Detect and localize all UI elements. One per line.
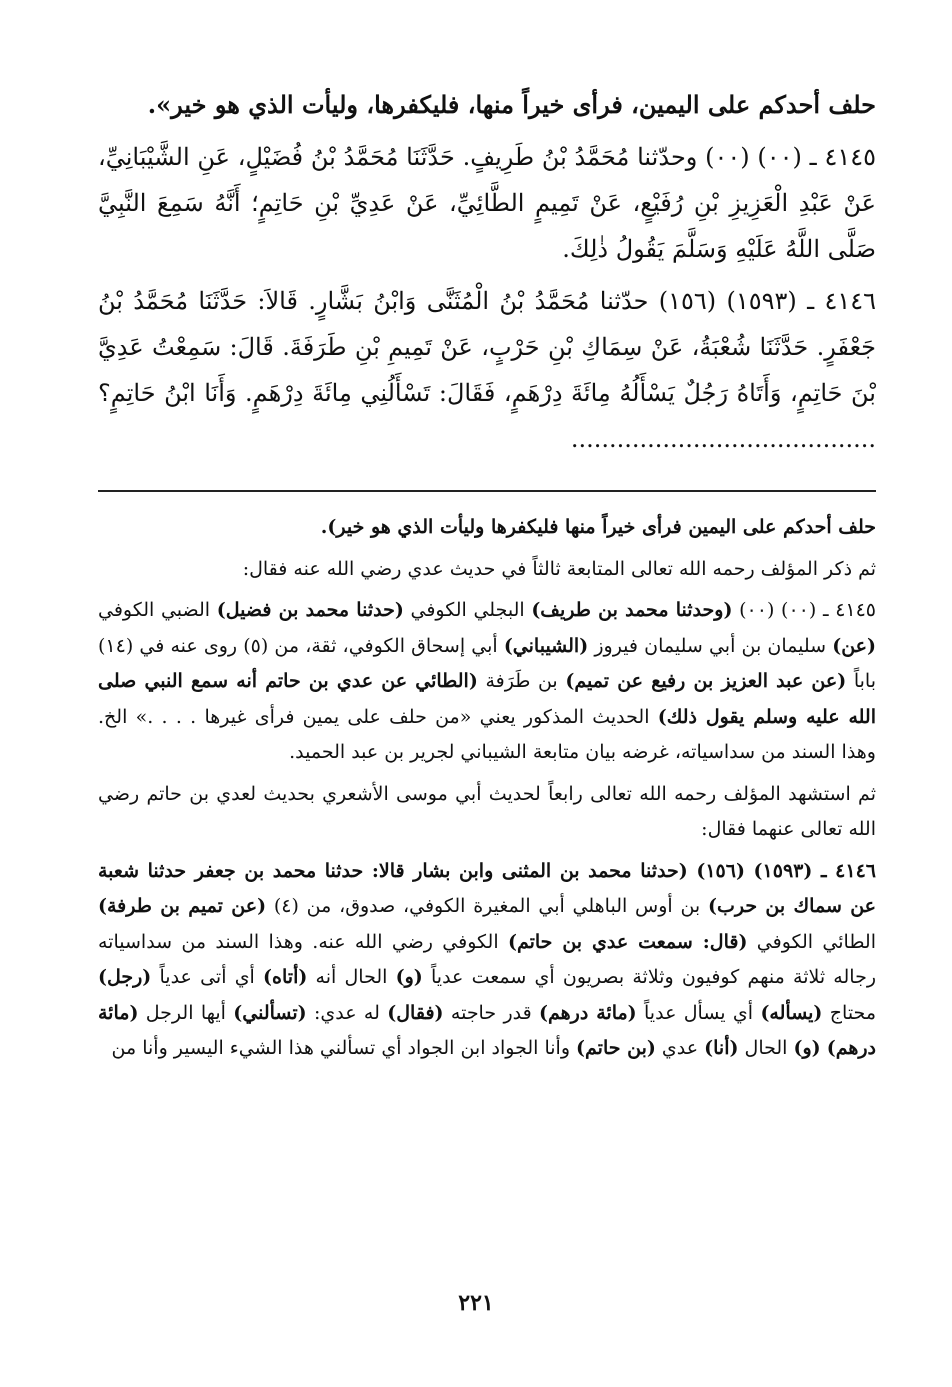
hadith-4145: ٤١٤٥ ـ (٠٠) (٠٠) وحدّثنا مُحَمَّدُ بْنُ طَرِيفٍ. حَدَّثَنَا مُحَمَّدُ بْنُ فُضَيْلٍ، عَنِ الشَّيْبَانِيِّ، عَنْ عَبْدِ الْعَزِيزِ بْنِ رُفَيْعٍ، عَنْ تَمِيمٍ الطَّائِيِّ، عَنْ عَدِيِّ بْنِ حَاتِمٍ؛ أَنَّهُ سَمِعَ النَّبِيَّ صَلَّى اللَّهُ عَلَيْهِ وَسَلَّمَ يَقُولُ ذٰلِكَ. — [98, 143, 876, 263]
text-segment: محتاج — [822, 1001, 876, 1024]
commentary-section — [98, 510, 876, 1067]
text-segment: أيها الرجل — [138, 1001, 234, 1024]
bold-segment: (عن عبد العزيز بن رفيع عن تميم) — [565, 670, 847, 692]
bold-segment: (عن تميم بن طرفة) — [98, 895, 267, 917]
text-segment: الحال — [738, 1037, 794, 1059]
bold-segment: (تسألني) — [233, 1001, 307, 1024]
bold-segment: ٤١٤٦ ـ (١٥٩٣) (١٥٦) (حدثنا محمد بن المثنى وابن بشار قالا: حدثنا محمد بن جعفر حدثنا شعبة عن سماك بن حرب) — [98, 859, 877, 917]
bold-segment: (عن) — [832, 634, 876, 657]
bold-segment: (و) — [395, 966, 423, 988]
bold-segment: (أتاه) — [263, 966, 308, 988]
text-segment: قدر حاجته — [443, 1001, 540, 1024]
text-segment: سليمان بن أبي سليمان فيروز — [588, 634, 833, 657]
commentary-paragraph-5 — [98, 854, 876, 1067]
text-segment: الكوفي رضي الله عنه. وهذا السند من سداسياته رجاله ثلاثة منهم كوفيون وثلاثة بصريون أي سمعت عدياً — [98, 930, 876, 988]
bold-segment: (مائة درهم) — [539, 1001, 637, 1024]
text-segment: الحديث المذكور يعني «من حلف على يمين فرأى غيرها . . . .» الخ. وهذا السند من سداسياته، غرضه بيان متابعة الشيباني لجرير بن عبد الحميد. — [98, 705, 876, 763]
text-segment: له عدي: — [306, 1001, 388, 1024]
bold-segment: (وحدثنا محمد بن طريف) — [531, 599, 733, 621]
commentary-paragraph-3 — [98, 593, 876, 771]
hadith-4146: ٤١٤٦ ـ (١٥٩٣) (١٥٦) حدّثنا مُحَمَّدُ بْنُ الْمُثَنَّى وَابْنُ بَشَّارٍ. قَالاَ: حَدَّثَنَا مُحَمَّدُ بْنُ جَعْفَرٍ. حَدَّثَنَا شُعْبَةُ، عَنْ سِمَاكِ بْنِ حَرْبٍ، عَنْ تَمِيمِ بْنِ طَرَفَةَ. قَالَ: سَمِعْتُ عَدِيَّ بْنَ حَاتِمٍ، وَأَتَاهُ رَجُلٌ يَسْأَلُهُ مِائَةَ دِرْهَمٍ، فَقَالَ: تَسْأَلُنِي مِائَةَ دِرْهَمٍ. وَأَنَا ابْنُ حَاتِمٍ؟ ........................................ — [98, 287, 876, 453]
commentary-intro: حلف أحدكم على اليمين فرأى خيراً منها فليكفرها وليأت الذي هو خير). — [320, 516, 876, 538]
text-segment: الحال أنه — [307, 966, 396, 988]
text-segment: أي أتى عدياً — [151, 966, 264, 988]
bold-segment: (فقال) — [387, 1001, 444, 1024]
bold-segment: (الشيباني) — [503, 634, 589, 657]
bold-segment: (الطائي عن عدي بن حاتم أنه سمع النبي صلى الله عليه وسلم يقول ذلك) — [98, 670, 876, 728]
commentary-paragraph-4: ثم استشهد المؤلف رحمه الله تعالى رابعاً لحديث أبي موسى الأشعري بحديث لعدي بن حاتم رضي الله تعالى عنهما فقال: — [98, 782, 876, 840]
text-segment: الطائي الكوفي — [747, 930, 876, 953]
text-segment: ٤١٤٥ ـ (٠٠) (٠٠) — [732, 599, 877, 621]
text-segment: الضبي الكوفي — [98, 599, 217, 621]
hadith-continuation: حلف أحدكم على اليمين، فرأى خيراً منها، فليكفرها، وليأت الذي هو خير». — [147, 90, 876, 119]
section-divider — [98, 490, 876, 492]
bold-segment: (يسأله) — [760, 1001, 823, 1024]
bold-segment: (حدثنا محمد بن فضيل) — [216, 599, 404, 621]
bold-segment: (قال: سمعت عدي بن حاتم) — [507, 930, 748, 953]
bold-segment: (أنا) — [704, 1037, 739, 1059]
bold-segment: (و) — [793, 1037, 821, 1059]
text-segment: بن أوس الباهلي أبي المغيرة الكوفي، صدوق، من (٤) — [266, 895, 708, 917]
commentary-paragraph-2: ثم ذكر المؤلف رحمه الله تعالى المتابعة ثالثاً في حديث عدي رضي الله عنه فقال: — [242, 557, 876, 580]
page-number: ٢٢١ — [458, 1290, 494, 1316]
text-segment: أبي إسحاق الكوفي، ثقة، من (٥) روى عنه في (١٤) باباً — [98, 634, 877, 692]
hadith-text-section — [98, 82, 876, 462]
bold-segment: (بن حاتم) — [576, 1037, 656, 1059]
text-segment: البجلي الكوفي — [403, 599, 532, 621]
text-segment: وأنا الجواد ابن الجواد أي تسألني هذا الشيء اليسير وأنا من — [111, 1037, 577, 1059]
book-page — [98, 82, 876, 1067]
text-segment: بن طَرَفة — [477, 670, 566, 692]
bold-segment: (رجل) — [98, 966, 152, 988]
text-segment: أي يسأل عدياً — [636, 1001, 761, 1024]
bold-segment: (مائة درهم) — [98, 1001, 876, 1059]
text-segment: عدي — [655, 1037, 705, 1059]
